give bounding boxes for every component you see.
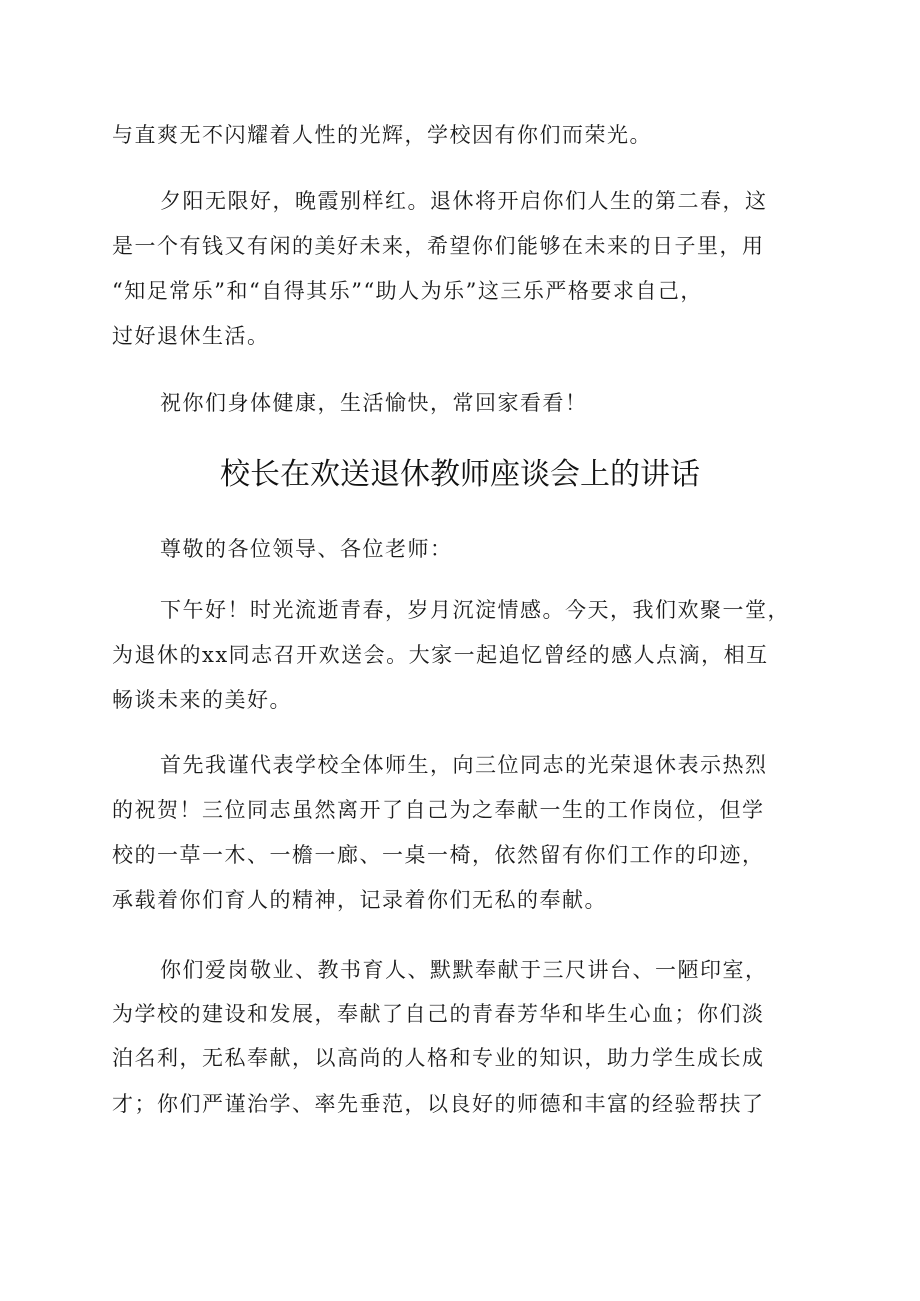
paragraph-line: 你们爱岗敬业、教书育人、默默奉献于三尺讲台、一陋印室， — [160, 958, 768, 982]
paragraph-line: 是一个有钱又有闲的美好未来，希望你们能够在未来的日子里，用 — [112, 234, 765, 258]
paragraph-line: 泊名利，无私奉献，以高尚的人格和专业的知识，助力学生成长成 — [112, 1046, 765, 1070]
paragraph-line: 祝你们身体健康，生活愉快，常回家看看！ — [160, 391, 588, 415]
paragraph-line: 为学校的建设和发展，奉献了自己的青春芳华和毕生心血；你们淡 — [112, 1002, 765, 1026]
paragraph-line: 的祝贺！三位同志虽然离开了自己为之奉献一生的工作岗位，但学 — [112, 798, 765, 822]
paragraph-line: 夕阳无限好，晚霞别样红。退休将开启你们人生的第二春，这 — [160, 189, 768, 213]
document-title: 校长在欢送退休教师座谈会上的讲话 — [220, 457, 700, 492]
paragraph-line: 为退休的xx同志召开欢送会。大家一起追忆曾经的感人点滴，相互 — [112, 643, 769, 667]
paragraph-line: 与直爽无不闪耀着人性的光辉，学校因有你们而荣光。 — [112, 123, 652, 147]
paragraph-line: 才；你们严谨治学、率先垂范，以良好的师德和丰富的经验帮扶了 — [112, 1092, 765, 1116]
paragraph-line: 承载着你们育人的精神，记录着你们无私的奉献。 — [112, 888, 607, 912]
paragraph-line: 下午好！时光流逝青春，岁月沉淀情感。今天，我们欢聚一堂， — [160, 598, 790, 622]
salutation: 尊敬的各位领导、各位老师： — [160, 537, 453, 561]
paragraph-line: 过好退休生活。 — [112, 324, 270, 348]
paragraph-line: “知足常乐”和“自得其乐”“助人为乐”这三乐严格要求自己， — [112, 279, 703, 303]
paragraph-line: 首先我谨代表学校全体师生，向三位同志的光荣退休表示热烈 — [160, 753, 768, 777]
paragraph-line: 校的一草一木、一檐一廊、一桌一椅，依然留有你们工作的印迹， — [112, 843, 765, 867]
paragraph-line: 畅谈未来的美好。 — [112, 688, 292, 712]
